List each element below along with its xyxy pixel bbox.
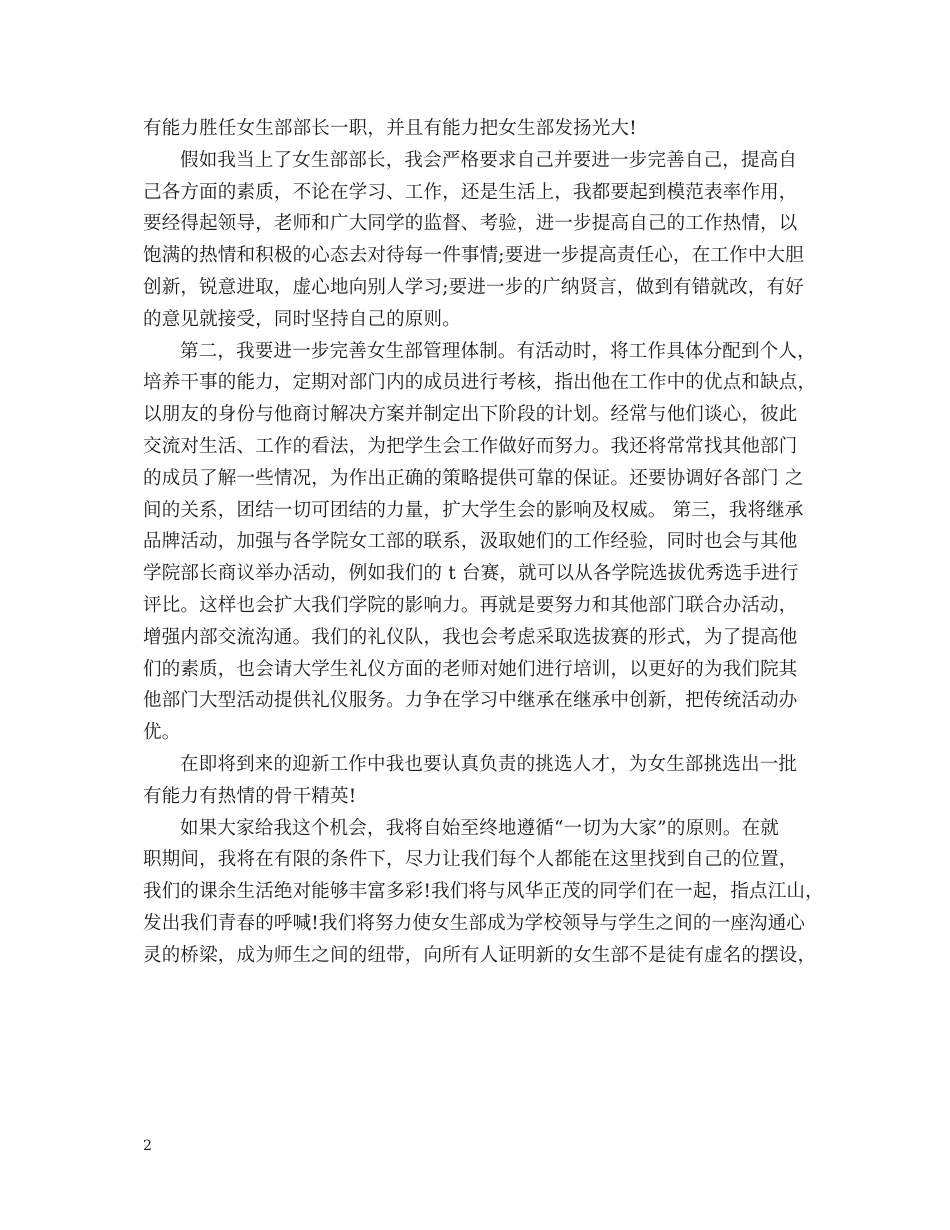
text-line: 假如我当上了女生部部长，我会严格要求自己并要进一步完善自己，提高自 (180, 149, 798, 171)
paragraph-1 (143, 113, 833, 145)
text-line: 增强内部交流沟通。我们的礼仪队，我也会考虑采取选拔赛的形式，为了提高他 (143, 626, 798, 648)
paragraph-3 (143, 336, 833, 749)
text-line: 培养干事的能力，定期对部门内的成员进行考核，指出他在工作中的优点和缺点， (143, 372, 817, 394)
text-line: 第二，我要进一步完善女生部管理体制。有活动时，将工作具体分配到个人， (180, 340, 816, 362)
text-line: 间的关系，团结一切可团结的力量，扩大学生会的影响及权威。 第三，我将继承 (143, 499, 804, 521)
page-number: 2 (143, 1138, 152, 1154)
text-line: 在即将到来的迎新工作中我也要认真负责的挑选人才，为女生部挑选出一批 (180, 753, 798, 775)
text-line: 的意见就接受，同时坚持自己的原则。 (143, 308, 461, 330)
text-line: 要经得起领导，老师和广大同学的监督、考验，进一步提高自己的工作热情，以 (143, 213, 798, 235)
text-line: 职期间，我将在有限的条件下，尽力让我们每个人都能在这里找到自己的位置， (143, 849, 798, 871)
paragraph-4 (143, 749, 833, 813)
text-line: 品牌活动，加强与各学院女工部的联系，汲取她们的工作经验，同时也会与其他 (143, 531, 798, 553)
text-line: 们的素质，也会请大学生礼仪方面的老师对她们进行培训，以更好的为我们院其 (143, 658, 798, 680)
text-line: 交流对生活、工作的看法，为把学生会工作做好而努力。我还将常常找其他部门 (143, 435, 798, 457)
text-line: 己各方面的素质，不论在学习、工作，还是生活上，我都要起到模范表率作用， (143, 181, 798, 203)
text-line: 以朋友的身份与他商讨解决方案并制定出下阶段的计划。经常与他们谈心，彼此 (143, 404, 798, 426)
text-line: 的成员了解一些情况，为作出正确的策略提供可靠的保证。还要协调好各部门 之 (143, 467, 804, 489)
text-line: 我们的课余生活绝对能够丰富多彩!我们将与风华正茂的同学们在一起，指点江山， (143, 881, 824, 903)
text-line: 优。 (143, 722, 181, 744)
text-line: 他部门大型活动提供礼仪服务。力争在学习中继承在继承中创新，把传统活动办 (143, 690, 798, 712)
text-line: 如果大家给我这个机会，我将自始至终地遵循“一切为大家”的原则。在就 (180, 817, 780, 839)
text-line: 评比。这样也会扩大我们学院的影响力。再就是要努力和其他部门联合办活动， (143, 594, 798, 616)
text-line: 灵的桥梁，成为师生之间的纽带，向所有人证明新的女生部不是徒有虚名的摆设， (143, 944, 817, 966)
text-line: 发出我们青春的呼喊!我们将努力使女生部成为学校领导与学生之间的一座沟通心 (143, 912, 806, 934)
text-line: 创新，锐意进取，虚心地向别人学习;要进一步的广纳贤言，做到有错就改，有好 (143, 276, 804, 298)
paragraph-2 (143, 145, 833, 336)
paragraph-5 (143, 813, 833, 972)
text-line: 有能力有热情的骨干精英! (143, 785, 357, 807)
text-line: 饱满的热情和积极的心态去对待每一件事情;要进一步提高责任心，在工作中大胆 (143, 245, 804, 267)
text-line: 学院部长商议举办活动，例如我们的 t 台赛，就可以从各学院选拔优秀选手进行 (143, 563, 799, 585)
text-line: 有能力胜任女生部部长一职，并且有能力把女生部发扬光大! (143, 118, 637, 139)
body-text (143, 113, 833, 972)
